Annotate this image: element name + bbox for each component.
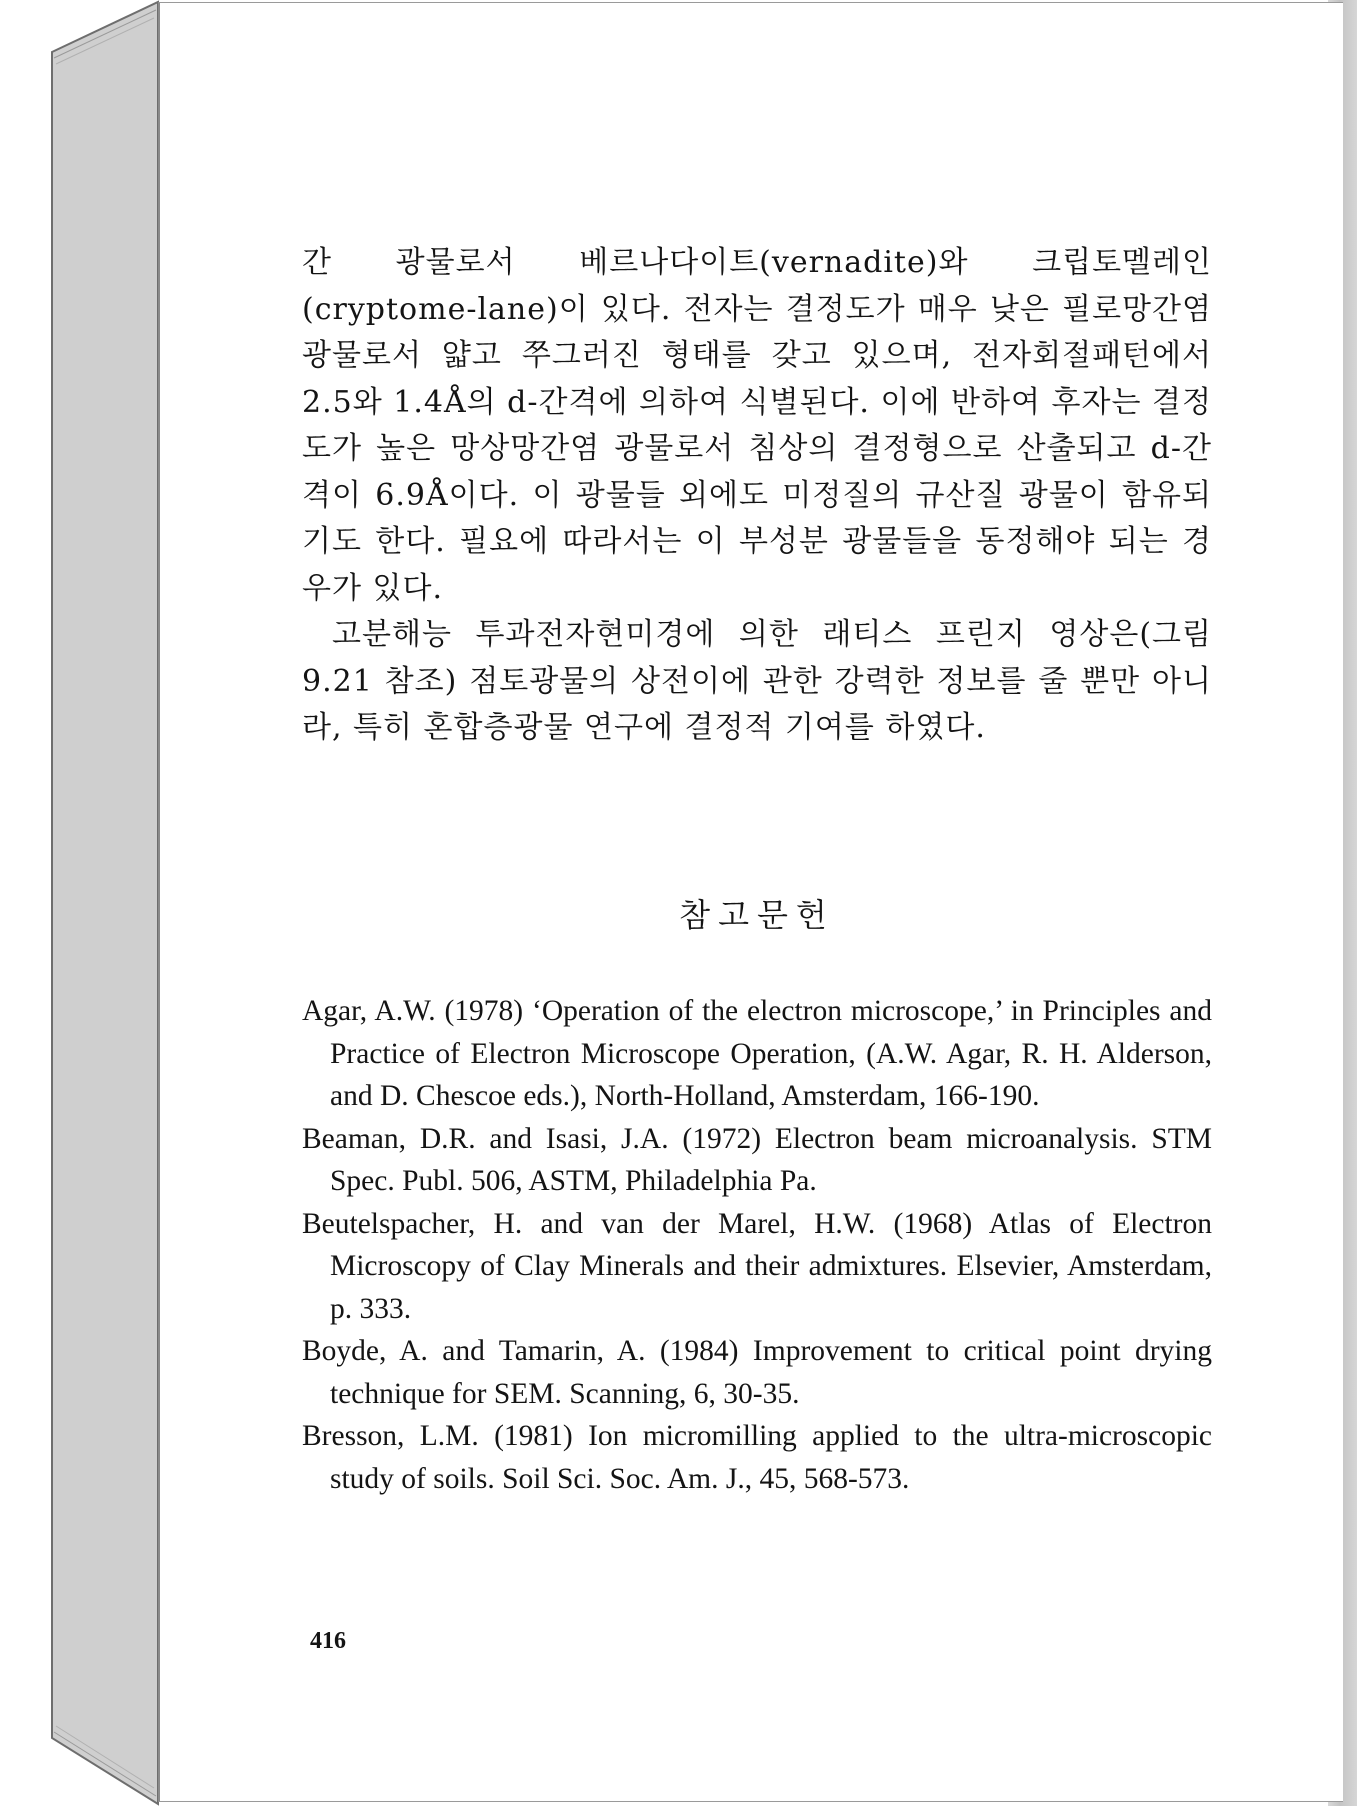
reference-item: Boyde, A. and Tamarin, A. (1984) Improvement to critical point drying technique for SEM. Scanning, 6, 30-35. <box>302 1335 1212 1410</box>
body-paragraph-1: 간 광물로서 베르나다이트(vernadite)와 크립토멜레인(cryptome-lane)이 있다. 전자는 결정도가 매우 낮은 필로망간염 광물로서 얇고 쭈그러진 형태를 갖고 있으며, 전자회절패턴에서 2.5와 1.4Å의 d-간격에 의하여 식별된다. 이에 반하여 후자는 결정도가 높은 망상망간염 광물로서 침상의 결정형으로 산출되고 d-간격이 6.9Å이다. 이 광물들 외에도 미정질의 규산질 광물이 함유되기도 한다. 필요에 따라서는 이 부성분 광물들을 동정해야 되는 경우가 있다. <box>302 245 1212 606</box>
body-text <box>302 240 1212 752</box>
reference-item: Agar, A.W. (1978) ‘Operation of the electron microscope,’ in Principles and Practice of Electron Microscope Operation, (A.W. Agar, R. H. Alderson, and D. Chescoe eds.), North-Holland, Amsterdam, 166-190. <box>302 995 1212 1112</box>
page-number: 416 <box>310 1628 346 1654</box>
section-heading: 참고문헌 <box>679 896 835 934</box>
body-paragraph-2: 고분해능 투과전자현미경에 의한 래티스 프린지 영상은(그림 9.21 참조) 점토광물의 상전이에 관한 강력한 정보를 줄 뿐만 아니라, 특히 혼합층광물 연구에 결정적 기여를 하였다. <box>302 617 1212 745</box>
reference-item: Bresson, L.M. (1981) Ion micromilling applied to the ultra-microscopic study of soils. Soil Sci. Soc. Am. J., 45, 568-573. <box>302 1420 1212 1495</box>
book-spine <box>0 0 170 1806</box>
reference-item: Beutelspacher, H. and van der Marel, H.W. (1968) Atlas of Electron Microscopy of Clay Minerals and their admixtures. Elsevier, Amsterdam, p. 333. <box>302 1207 1212 1325</box>
reference-item: Beaman, D.R. and Isasi, J.A. (1972) Electron beam microanalysis. STM Spec. Publ. 506, ASTM, Philadelphia Pa. <box>302 1122 1212 1197</box>
reference-list <box>302 990 1212 1500</box>
